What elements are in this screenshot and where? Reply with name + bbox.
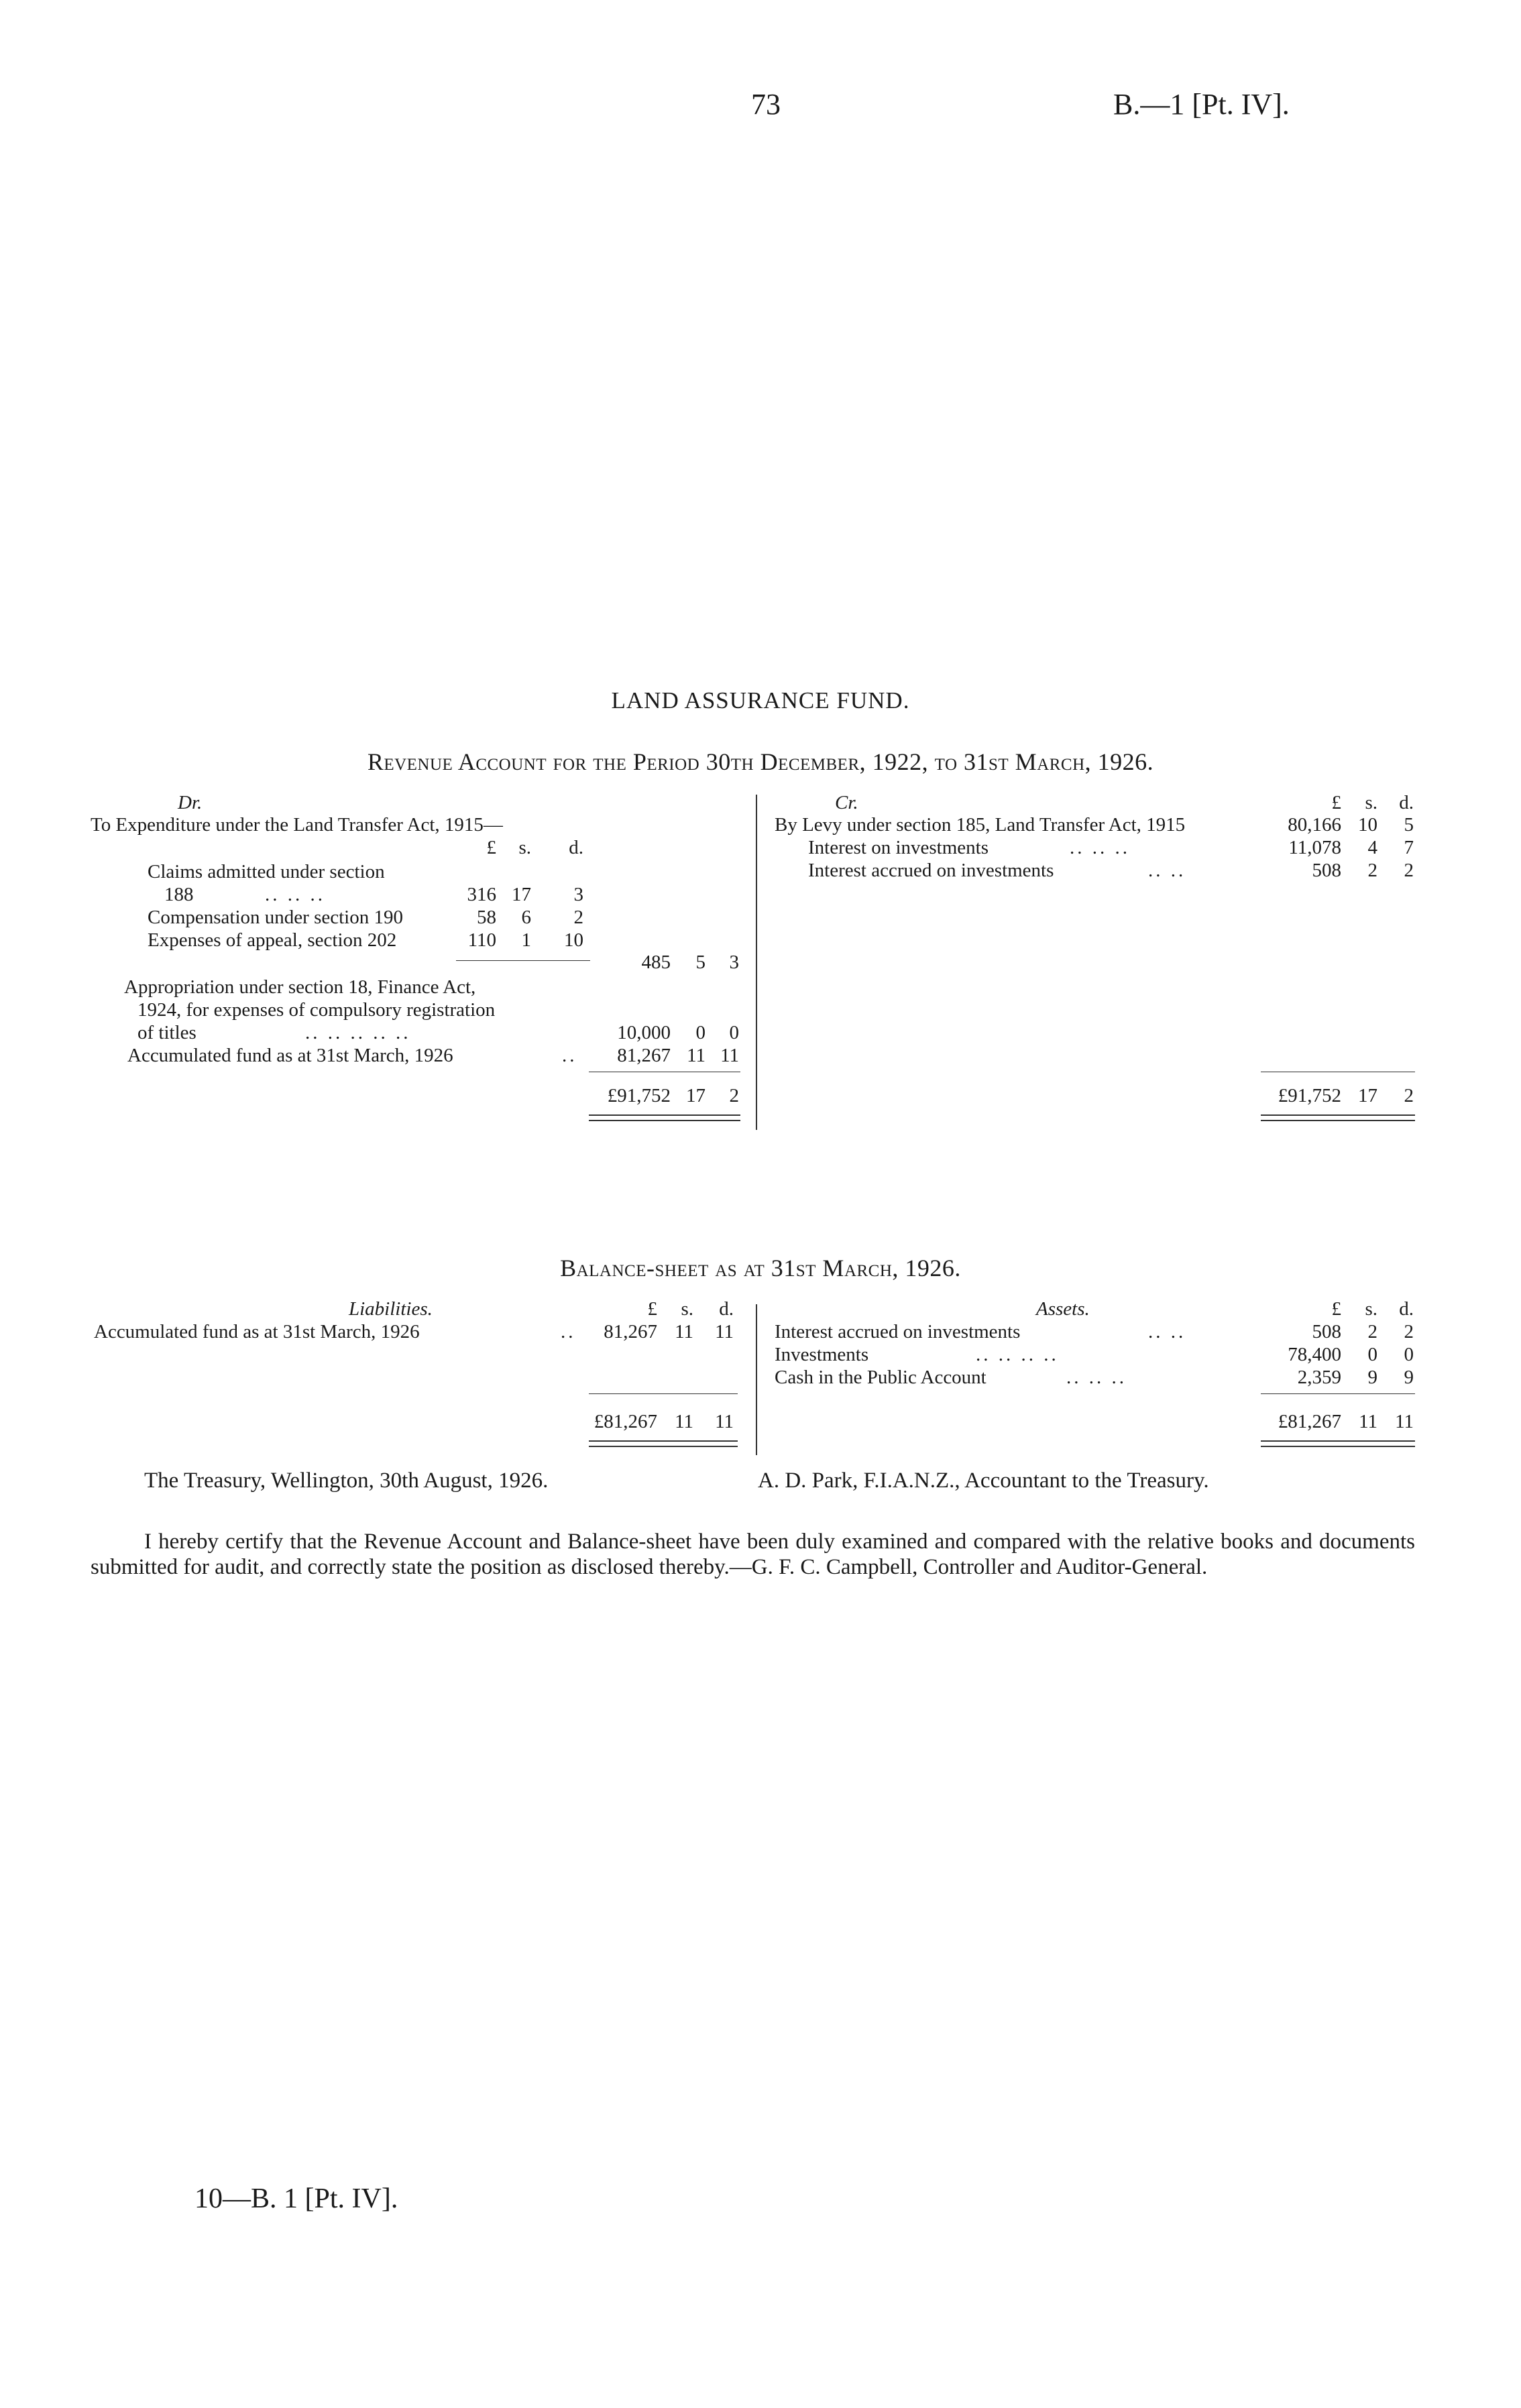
compensation-label: Compensation under section 190	[148, 907, 403, 928]
liabilities-label: Liabilities.	[349, 1298, 433, 1320]
balance-sheet-heading: Balance-sheet as at 31st March, 1926.	[560, 1255, 961, 1281]
assets-total-pence: 11	[1395, 1411, 1414, 1432]
footer-reference: 10—B. 1 [Pt. IV].	[194, 2183, 398, 2214]
assets-investments-dots: .. .. .. ..	[976, 1344, 1059, 1365]
fund-title: LAND ASSURANCE FUND.	[611, 687, 910, 713]
appropriation-pence: 0	[729, 1022, 739, 1043]
accumulated-dots: ..	[562, 1045, 577, 1066]
dr-label: Dr.	[178, 792, 203, 813]
appropriation-shillings: 0	[695, 1022, 706, 1043]
subtotal-pounds: 485	[641, 952, 671, 973]
appropriation-line3: of titles	[137, 1022, 196, 1043]
liabilities-total-double-rule	[589, 1440, 738, 1447]
liabilities-total-rule	[589, 1393, 738, 1394]
balance-column-divider	[756, 1304, 757, 1455]
interest-label: Interest on investments	[808, 837, 989, 858]
dr-intro: To Expenditure under the Land Transfer Act, 1915—	[91, 814, 503, 836]
appropriation-line2: 1924, for expenses of compulsory registration	[137, 999, 496, 1021]
liabilities-accumulated-dots: ..	[561, 1321, 576, 1342]
levy-pence: 5	[1404, 814, 1414, 836]
appeal-shillings: 1	[521, 929, 531, 951]
claims-shillings: 17	[512, 884, 531, 905]
assets-cash-shillings: 9	[1367, 1367, 1377, 1388]
cr-total-pounds: £91,752	[1278, 1085, 1341, 1106]
assets-accrued-label: Interest accrued on investments	[775, 1321, 1021, 1342]
assets-pounds-header: £	[1331, 1298, 1341, 1320]
accrued-pounds: 508	[1312, 860, 1341, 881]
appeal-label: Expenses of appeal, section 202	[148, 929, 397, 951]
assets-accrued-pence: 2	[1404, 1321, 1414, 1342]
liabilities-shillings-header: s.	[681, 1298, 693, 1320]
levy-shillings: 10	[1358, 814, 1377, 836]
dr-shillings-header: s.	[518, 837, 531, 858]
accumulated-shillings: 11	[687, 1045, 706, 1066]
assets-cash-pounds: 2,359	[1297, 1367, 1341, 1388]
dr-total-pence: 2	[729, 1085, 739, 1106]
interest-shillings: 4	[1367, 837, 1377, 858]
appropriation-dots: .. .. .. .. ..	[305, 1022, 411, 1043]
liabilities-total-shillings: 11	[675, 1411, 693, 1432]
liabilities-accumulated-shillings: 11	[675, 1321, 693, 1342]
dr-pounds-header: £	[486, 837, 496, 858]
liabilities-pence-header: d.	[719, 1298, 734, 1320]
levy-pounds: 80,166	[1288, 814, 1341, 836]
assets-total-rule	[1261, 1393, 1415, 1394]
levy-label: By Levy under section 185, Land Transfer Act, 1915	[775, 814, 1186, 836]
interest-pounds: 11,078	[1288, 837, 1341, 858]
accumulated-label: Accumulated fund as at 31st March, 1926	[127, 1045, 453, 1066]
liabilities-total-pounds: £81,267	[594, 1411, 657, 1432]
assets-accrued-pounds: 508	[1312, 1321, 1341, 1342]
cr-shillings-header: s.	[1365, 792, 1377, 813]
accumulated-pence: 11	[720, 1045, 739, 1066]
dr-total-shillings: 17	[686, 1085, 706, 1106]
appropriation-line1: Appropriation under section 18, Finance Act,	[124, 976, 476, 998]
liabilities-total-pence: 11	[715, 1411, 734, 1432]
claims-pence: 3	[573, 884, 583, 905]
assets-cash-label: Cash in the Public Account	[775, 1367, 987, 1388]
assets-shillings-header: s.	[1365, 1298, 1377, 1320]
dr-total-pounds: £91,752	[607, 1085, 671, 1106]
assets-accrued-dots: .. ..	[1148, 1321, 1186, 1342]
appeal-pounds: 110	[467, 929, 496, 951]
assets-accrued-shillings: 2	[1367, 1321, 1377, 1342]
subtotal-pence: 3	[729, 952, 739, 973]
liabilities-accumulated-pounds: 81,267	[604, 1321, 657, 1342]
cr-total-double-rule	[1261, 1114, 1415, 1121]
subtotal-shillings: 5	[695, 952, 706, 973]
cr-total-pence: 2	[1404, 1085, 1414, 1106]
appropriation-pounds: 10,000	[617, 1022, 671, 1043]
claims-label-line1: Claims admitted under section	[148, 861, 385, 882]
dr-pence-header: d.	[569, 837, 583, 858]
claims-pounds: 316	[467, 884, 496, 905]
accumulated-pounds: 81,267	[617, 1045, 671, 1066]
subtotal-rule	[456, 960, 590, 961]
interest-pence: 7	[1404, 837, 1414, 858]
appeal-pence: 10	[564, 929, 583, 951]
compensation-pounds: 58	[477, 907, 496, 928]
accrued-pence: 2	[1404, 860, 1414, 881]
page-number: 73	[751, 88, 781, 121]
assets-investments-pounds: 78,400	[1288, 1344, 1341, 1365]
assets-total-shillings: 11	[1359, 1411, 1377, 1432]
cr-pence-header: d.	[1399, 792, 1414, 813]
revenue-account-heading: Revenue Account for the Period 30th December, 1922, to 31st March, 1926.	[367, 748, 1154, 775]
place-date: The Treasury, Wellington, 30th August, 1926.	[144, 1469, 549, 1493]
liabilities-pounds-header: £	[647, 1298, 657, 1320]
dr-total-double-rule	[589, 1114, 740, 1121]
assets-total-pounds: £81,267	[1278, 1411, 1341, 1432]
cr-total-shillings: 17	[1358, 1085, 1377, 1106]
revenue-column-divider	[756, 795, 757, 1130]
liabilities-accumulated-label: Accumulated fund as at 31st March, 1926	[94, 1321, 420, 1342]
assets-investments-shillings: 0	[1367, 1344, 1377, 1365]
assets-total-double-rule	[1261, 1440, 1415, 1447]
claims-label-line2: 188	[164, 884, 194, 905]
assets-pence-header: d.	[1399, 1298, 1414, 1320]
cr-pounds-header: £	[1331, 792, 1341, 813]
accrued-label: Interest accrued on investments	[808, 860, 1054, 881]
compensation-shillings: 6	[521, 907, 531, 928]
assets-cash-dots: .. .. ..	[1066, 1367, 1127, 1388]
liabilities-accumulated-pence: 11	[715, 1321, 734, 1342]
cr-label: Cr.	[835, 792, 858, 813]
document-reference: B.—1 [Pt. IV].	[1113, 88, 1290, 121]
assets-label: Assets.	[1036, 1298, 1090, 1320]
assets-investments-pence: 0	[1404, 1344, 1414, 1365]
accrued-shillings: 2	[1367, 860, 1377, 881]
assets-investments-label: Investments	[775, 1344, 869, 1365]
interest-dots: .. .. ..	[1070, 837, 1130, 858]
signatory: A. D. Park, F.I.A.N.Z., Accountant to the Treasury.	[758, 1469, 1209, 1493]
claims-dots: .. .. ..	[265, 884, 325, 905]
compensation-pence: 2	[573, 907, 583, 928]
accrued-dots: .. ..	[1148, 860, 1186, 881]
assets-cash-pence: 9	[1404, 1367, 1414, 1388]
audit-certificate: I hereby certify that the Revenue Account and Balance-sheet have been duly examined and compared with the relative books and documents submitted for audit, and correctly state the position as disclosed thereby.—G. F. C. Campbell, Controller and Auditor-General.	[91, 1530, 1415, 1579]
